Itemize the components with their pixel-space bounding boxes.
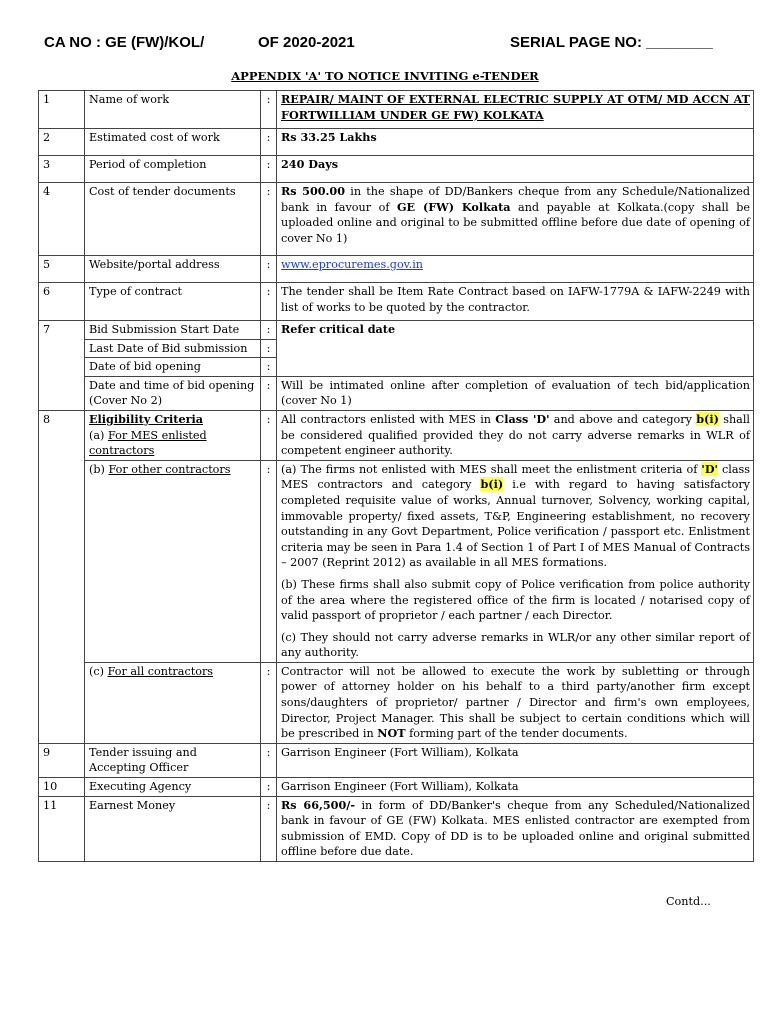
mes-enlisted-criteria [277,410,754,460]
criteria-text: and above and category [549,412,697,426]
criteria-text: i.e with regard to having satisfactory completed requisite value of works, Annual turnover, Solvency, working capital, immovable property/ fixed assets, T&P, Engineering establishment, no recovery outstanding in any Govt Department, Police verification / passport etc. Enlistment criteria may be seen in Para 1.4 of Section 1 of Part I of MES Manual of Contracts – 2007 (Reprint 2012) as available in all MES formations. [281,478,750,570]
emphasis-not: NOT [377,726,406,741]
portal-link[interactable]: www.eprocuremes.gov.in [281,258,424,271]
tender-cost-amount: Rs 500.00 [281,184,345,198]
table-row [39,662,754,743]
all-contractors-criteria [277,662,754,743]
ca-number: CA NO : GE (FW)/KOL/ [44,34,205,51]
appendix-title: APPENDIX 'A' TO NOTICE INVITING e-TENDER [231,69,539,83]
period-of-completion-value: 240 Days [277,156,754,183]
row-number: 3 [39,156,85,183]
tender-cost-text-end: and payable at Kolkata.(copy shall be uploaded online and original to be submitted offline before due date of opening of cover No 1) [281,200,750,245]
class-d: Class 'D' [495,411,550,426]
row-number: 6 [39,283,85,321]
estimated-cost-value: Rs 33.25 Lakhs [277,129,754,156]
criteria-text: forming part of the tender documents. [405,727,628,741]
colon-separator: : [261,321,277,340]
row-number: 9 [39,743,85,777]
table-row [39,796,754,861]
row-label: Date and time of bid opening (Cover No 2) [85,376,261,410]
earnest-money-value [277,796,754,861]
label-all-contractors: For all contractors [107,664,214,678]
table-row [39,778,754,797]
bid-opening-cover2-value: Will be intimated online after completion of evaluation of tech bid/application (cover No 1) [277,376,754,410]
serial-page-number: SERIAL PAGE NO: ________ [510,34,713,51]
table-row [39,256,754,283]
table-row [39,129,754,156]
row-label: Type of contract [85,283,261,321]
other-contractors-criteria [277,460,754,662]
table-row [39,183,754,256]
colon-separator: : [261,156,277,183]
colon-separator: : [261,743,277,777]
row-label: Executing Agency [85,778,261,797]
accepting-officer-value: Garrison Engineer (Fort William), Kolkata [277,743,754,777]
row-label: Website/portal address [85,256,261,283]
row-label: Period of completion [85,156,261,183]
label-prefix: (b) [89,462,109,476]
row-number: 4 [39,183,85,256]
colon-separator: : [261,358,277,377]
colon-separator: : [261,410,277,460]
colon-separator: : [261,183,277,256]
row-label: Name of work [85,91,261,129]
class-highlight: 'D' [701,461,718,476]
category-highlight: b(i) [480,477,504,492]
criteria-text: Contractor will not be allowed to execute the work by subletting or through power of attorney holder on his behalf to a third party/another firm except sons/daughters of proprietor/ partner / Director and firm's own employees, Director, Project Manager. This shall be subject to certain conditions which will be prescribed in [281,664,750,741]
table-row [39,376,754,410]
criteria-text: (a) The firms not enlisted with MES shall meet the enlistment criteria of [281,462,702,476]
critical-date-value: Refer critical date [277,321,754,377]
row-number: 7 [39,321,85,340]
row-label: Earnest Money [85,796,261,861]
colon-separator: : [261,256,277,283]
colon-separator: : [261,796,277,861]
colon-separator: : [261,460,277,662]
earnest-money-amount: Rs 66,500/- [281,797,355,812]
table-row [39,460,754,662]
row-number: 5 [39,256,85,283]
table-row [39,410,754,460]
row-label: Date of bid opening [85,358,261,377]
table-row [39,283,754,321]
continued-note: Contd... [666,895,711,908]
table-row [39,743,754,777]
label-prefix: (a) [89,428,108,442]
row-label: Last Date of Bid submission [85,339,261,358]
row-number: 8 [39,410,85,460]
tender-cost-text: in the shape of DD/Bankers cheque from any Schedule/Nationalized bank in favour of [281,185,750,214]
colon-separator: : [261,339,277,358]
criteria-text: shall be considered qualified provided they do not carry adverse remarks in WLR of competent engineer authority. [281,412,750,458]
type-of-contract-value: The tender shall be Item Rate Contract based on IAFW-1779A & IAFW-2249 with list of works to be quoted by the contractor. [277,283,754,321]
colon-separator: : [261,778,277,797]
row-number: 10 [39,778,85,797]
financial-year: OF 2020-2021 [258,34,355,51]
tender-document-cost-value [277,183,754,256]
row-number: 11 [39,796,85,861]
criteria-paragraph-c: (c) They should not carry adverse remarks in WLR/or any other similar report of any authority. [281,630,750,660]
colon-separator: : [261,91,277,129]
other-contractors-label [85,460,261,662]
label-other-contractors: For other contractors [108,462,231,476]
criteria-text: class MES contractors and category [281,462,750,492]
eligibility-title: Eligibility Criteria [89,411,203,426]
row-label: Estimated cost of work [85,129,261,156]
page-header [0,34,770,54]
table-row [39,321,754,340]
colon-separator: : [261,283,277,321]
tender-details-table [38,90,754,862]
table-row [39,156,754,183]
table-row [39,91,754,129]
colon-separator: : [261,129,277,156]
label-prefix: (c) [89,664,108,678]
criteria-paragraph-b: (b) These firms shall also submit copy of Police verification from police authority of the area where the registered office of the firm is located / notarised copy of valid passport of proprietor / each partner / each Director. [281,577,750,623]
executing-agency-value: Garrison Engineer (Fort William), Kolkata [277,778,754,797]
colon-separator: : [261,662,277,743]
row-label: Bid Submission Start Date [85,321,261,340]
row-number: 1 [39,91,85,129]
eligibility-label [85,410,261,460]
colon-separator: : [261,376,277,410]
name-of-work-value: REPAIR/ MAINT OF EXTERNAL ELECTRIC SUPPLY AT OTM/ MD ACCN AT FORTWILLIAM UNDER GE FW) KOLKATA [277,91,754,129]
criteria-paragraph-a [281,462,750,571]
row-number: 2 [39,129,85,156]
earnest-money-text: in form of DD/Banker's cheque from any Scheduled/Nationalized bank in favour of GE (FW) Kolkata. MES enlisted contractor are exempted from submission of EMD. Copy of DD is to be uploaded online and original submitted offline before due date. [281,798,750,859]
category-highlight: b(i) [696,411,719,426]
criteria-text: All contractors enlisted with MES in [281,412,496,426]
all-contractors-label [85,662,261,743]
row-label: Tender issuing and Accepting Officer [85,743,261,777]
row-label: Cost of tender documents [85,183,261,256]
tender-cost-payee: GE (FW) Kolkata [397,199,511,214]
label-mes-enlisted: For MES enlisted contractors [89,428,207,458]
